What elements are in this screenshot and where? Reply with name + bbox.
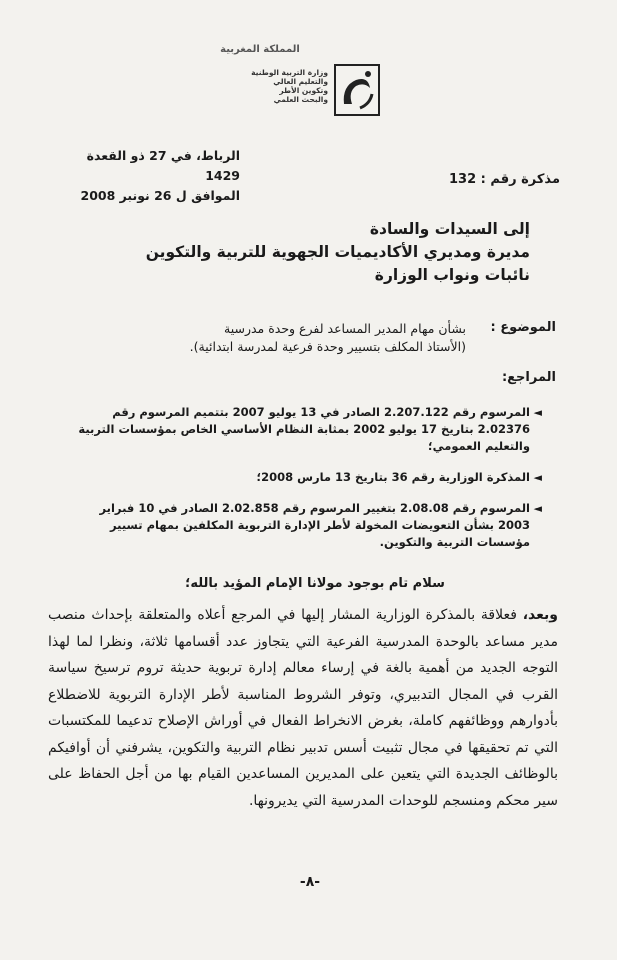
ministry-name [246,68,328,104]
subject-label: الموضوع : [490,320,556,335]
subject-line: (الأستاذ المكلف بتسيير وحدة فرعية لمدرسة ابتدائية). [189,339,466,354]
references-label: المراجع: [501,370,556,385]
ministry-logo-icon [334,64,380,116]
page-number: -٨- [299,874,321,890]
memo-number: مذكرة رقم : 132 [449,172,560,187]
reference-item [72,500,542,551]
reference-item [72,404,542,455]
addressee-line: مديرة ومديري الأكاديميات الجهوية للتربية والتكوين [145,243,530,261]
ministry-line: وزارة التربية الوطنية [251,68,328,77]
hijri-date: الرباط، في 27 ذو القعدة 1429 [86,148,240,183]
addressee-line: إلى السيدات والسادة [369,220,530,238]
body-text: فعلاقة بالمذكرة الوزارية المشار إليها في المرجع أعلاه والمتعلقة بإحداث منصب مدير مساعد بالوحدة المدرسية الفرعية التي يتجاوز عدد أقسامها ثلاثة، ونظرا لما لهذا التوجه الجديد من أهمية بالغة في إرساء معالم إدارة تربوية حديثة تروم ترسيخ سياسة القرب في المجال التدبيري، وتوفر الشروط المناسبة لأطر الإدارة التربوية للاضطلاع بأدوارهم ووظائفهم كاملة، بغرض الانخراط الفعال في أوراش الإصلاح تدعيما للمكتسبات التي تم تحقيقها في مجال تثبيت أسس تدبير نظام التربية والتكوين، يشرفني أن أوافيكم بالوظائف الجديدة التي يتعين على المديرين المساعدين القيام بها من أجل الحفاظ على سير محكم ومنسجم للوحدات المدرسية التي يديرونها. [48,607,558,809]
body-paragraph [48,602,558,814]
references-list [72,404,542,565]
body-lead: وبعد، [522,607,559,623]
addressee-block [40,218,530,287]
reference-item [72,469,542,486]
ministry-line: والبحث العلمي [273,95,328,104]
reference-text: المرسوم رقم 2.207.122 الصادر في 13 يوليو 2007 بتتميم المرسوم رقم 2.02376 بتاريخ 17 يوليو 2002 بمثابة النظام الأساسي الخاص بمؤسسات التربية والتعليم العمومي؛ [78,405,530,453]
reference-text: المذكرة الوزارية رقم 36 بتاريخ 13 مارس 2008؛ [256,470,530,484]
kingdom-header: المملكة المغربية [220,44,300,55]
reference-text: المرسوم رقم 2.08.08 بتغيير المرسوم رقم 2.02.858 الصادر في 10 فبراير 2003 بشأن التعويضات المخولة لأطر الإدارة التربوية المكلفين بمهام تسيير مؤسسات التربية والتكوين. [99,501,530,549]
subject-line: بشأن مهام المدير المساعد لفرع وحدة مدرسية [224,321,466,336]
date-block [60,146,240,206]
arrow-bullet-icon: ◄ [533,471,542,484]
ministry-line: وتكوين الأطر [279,86,328,95]
ministry-line: والتعليم العالي [273,77,328,86]
arrow-bullet-icon: ◄ [533,502,542,515]
arrow-bullet-icon: ◄ [533,406,542,419]
addressee-line: نائبات ونواب الوزارة [374,266,530,284]
subject-text [130,320,466,356]
greeting: سلام تام بوجود مولانا الإمام المؤيد بالله؛ [185,576,445,591]
gregorian-date: الموافق ل 26 نونبر 2008 [80,188,240,203]
